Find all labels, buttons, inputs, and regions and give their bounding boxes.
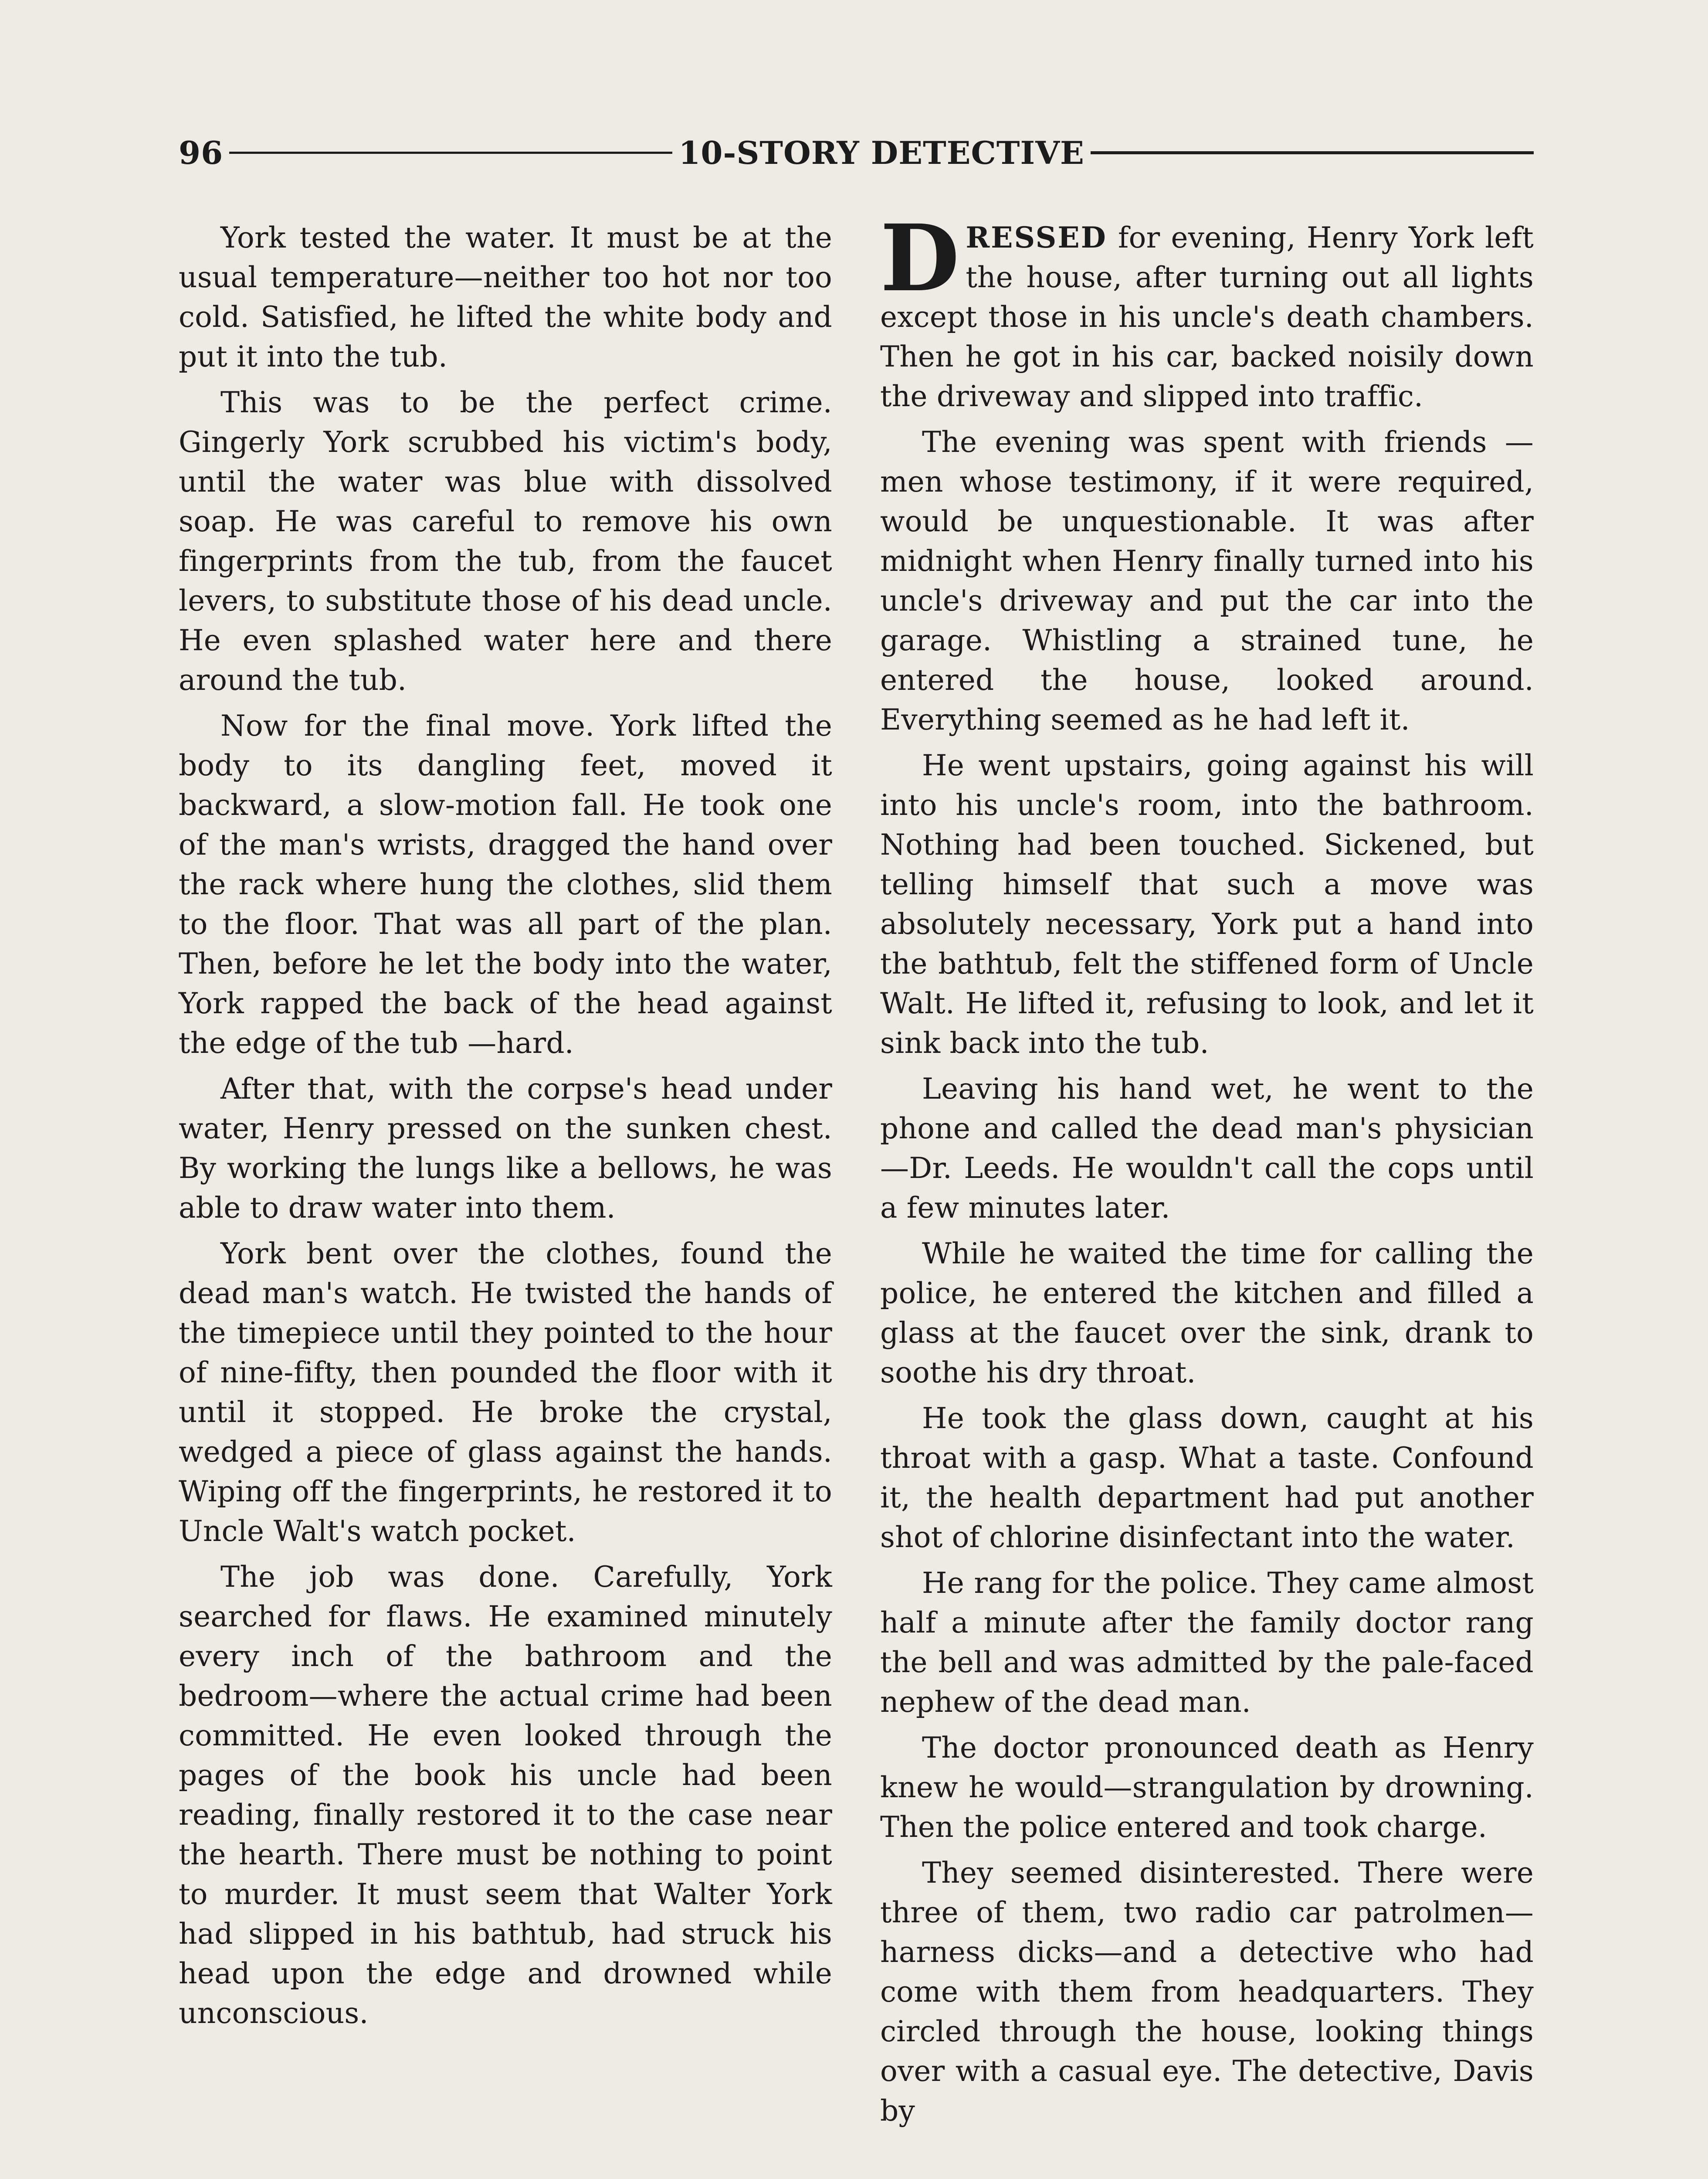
opening-text: for evening, Henry York left the house, after turning out all lights except those in his uncle's death chambers. Then he got in his car, backed noisily down the driveway and slipped into traffic. bbox=[880, 221, 1534, 413]
right-column bbox=[880, 204, 1534, 2137]
running-header bbox=[179, 118, 1534, 187]
paragraph: Leaving his hand wet, he went to the phone and called the dead man's physician—Dr. Leeds. He wouldn't call the cops until a few minutes later. bbox=[880, 1072, 1534, 1225]
paragraph: Now for the final move. York lifted the body to its dangling feet, moved it backward, a slow-motion fall. He took one of the man's wrists, dragged the hand over the rack where hung the clothes, slid them to the floor. That was all part of the plan. Then, before he let the body into the water, York rapped the back of the head against the edge of the tub —hard. bbox=[179, 709, 832, 1060]
page-number: 96 bbox=[179, 134, 224, 171]
magazine-title: 10-STORY DETECTIVE bbox=[678, 134, 1084, 171]
paragraph: They seemed disinterested. There were three of them, two radio car patrolmen—harness dicks—and a detective who had come with them from headquarters. They circled through the house, looking things over with a casual eye. The detective, Davis by bbox=[880, 1856, 1534, 2128]
paragraph: After that, with the corpse's head under water, Henry pressed on the sunken chest. By working the lungs like a bellows, he was able to draw water into them. bbox=[179, 1072, 832, 1225]
paragraph: The job was done. Carefully, York searched for flaws. He examined minutely every inch of the bathroom and the bedroom—where the actual crime had been committed. He even looked through the pages of the book his uncle had been reading, finally restored it to the case near the hearth. There must be nothing to point to murder. It must seem that Walter York had slipped in his bathtub, had struck his head upon the edge and drowned while unconscious. bbox=[179, 1560, 832, 2030]
paragraph: York tested the water. It must be at the usual temperature—neither too hot nor too cold. Satisfied, he lifted the white body and put it into the tub. bbox=[179, 221, 832, 373]
section-opening-paragraph bbox=[880, 204, 1534, 416]
paragraph: He went upstairs, going against his will into his uncle's room, into the bathroom. Nothing had been touched. Sickened, but telling himself that such a move was absolutely necessary, York put a hand into the bathtub, felt the stiffened form of Uncle Walt. He lifted it, refusing to look, and let it sink back into the tub. bbox=[880, 749, 1534, 1060]
paragraph: The doctor pronounced death as Henry knew he would—strangulation by drowning. Then the police entered and took charge. bbox=[880, 1731, 1534, 1844]
paragraph: He rang for the police. They came almost half a minute after the family doctor rang the bell and was admitted by the pale-faced nephew of the dead man. bbox=[880, 1566, 1534, 1719]
lead-word: RESSED bbox=[966, 221, 1107, 255]
paragraph: This was to be the perfect crime. Gingerly York scrubbed his victim's body, until the water was blue with dissolved soap. He was careful to remove his own fingerprints from the tub, from the faucet levers, to substitute those of his dead uncle. He even splashed water here and there around the tub. bbox=[179, 386, 832, 697]
paragraph: The evening was spent with friends —men whose testimony, if it were required, would be unquestionable. It was after midnight when Henry finally turned into his uncle's driveway and put the car into the garage. Whistling a strained tune, he entered the house, looked around. Everything seemed as he had left it. bbox=[880, 425, 1534, 737]
paragraph: While he waited the time for calling the police, he entered the kitchen and filled a glass at the faucet over the sink, drank to soothe his dry throat. bbox=[880, 1237, 1534, 1389]
paragraph: York bent over the clothes, found the dead man's watch. He twisted the hands of the timepiece until they pointed to the hour of nine-fifty, then pounded the floor with it until it stopped. He broke the crystal, wedged a piece of glass against the hands. Wiping off the fingerprints, he restored it to Uncle Walt's watch pocket. bbox=[179, 1237, 832, 1548]
article-columns bbox=[179, 204, 1534, 2137]
page bbox=[179, 118, 1534, 2128]
left-column bbox=[179, 218, 832, 2137]
header-rule-right bbox=[1091, 151, 1534, 154]
drop-cap: D bbox=[880, 204, 960, 312]
header-rule-left bbox=[229, 152, 672, 154]
paragraph: He took the glass down, caught at his throat with a gasp. What a taste. Confound it, the health department had put another shot of chlorine disinfectant into the water. bbox=[880, 1402, 1534, 1554]
